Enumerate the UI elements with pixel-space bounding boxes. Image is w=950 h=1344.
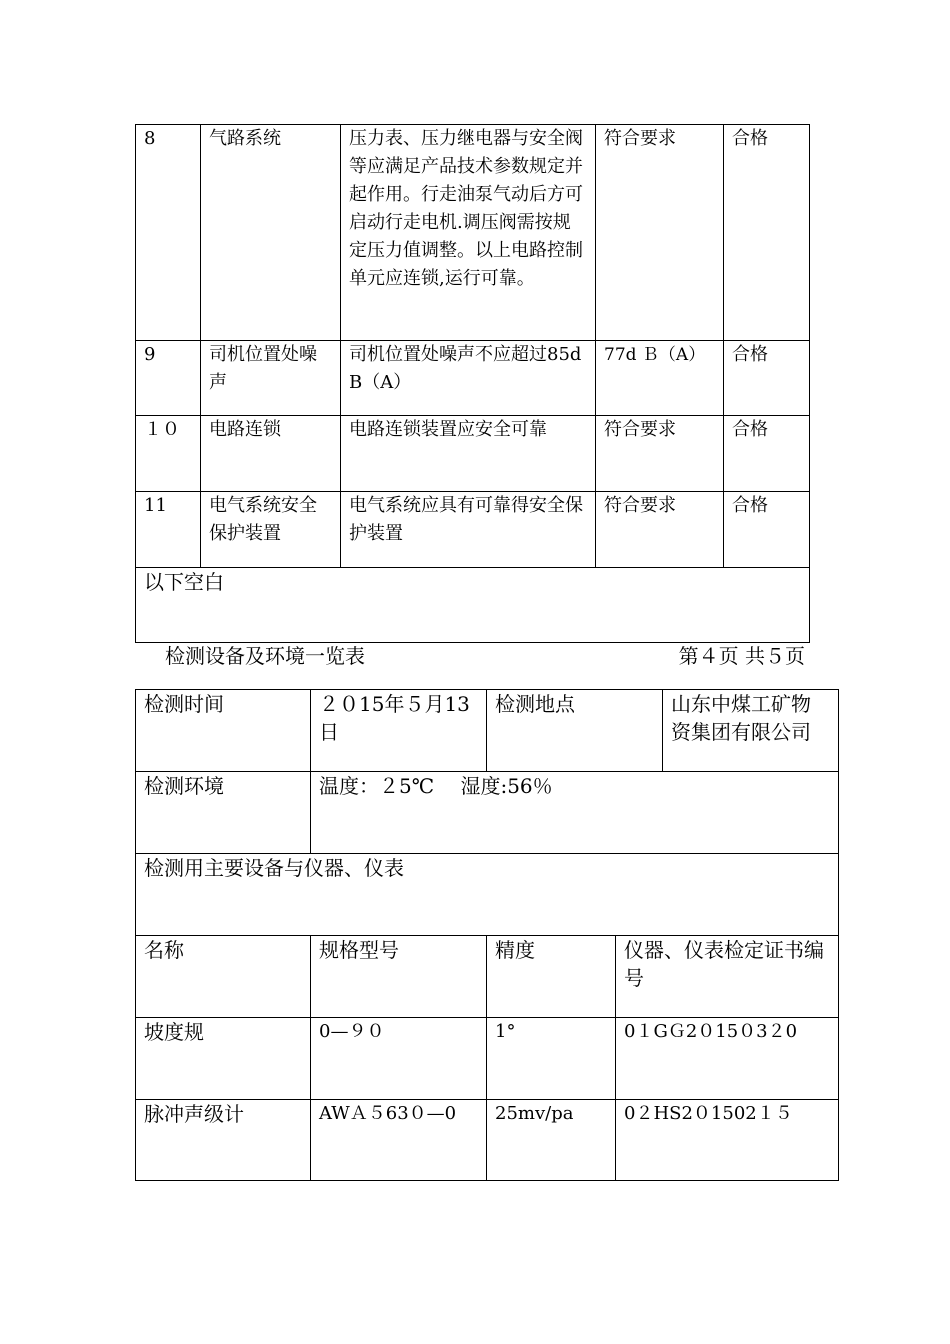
table-row — [136, 341, 810, 416]
environment-label: 检测环境 — [136, 772, 311, 854]
test-time-label: 检测时间 — [136, 690, 311, 772]
requirement-text: 司机位置处噪声不应超过85dB（A） — [341, 341, 596, 416]
row-number: １０ — [136, 416, 201, 492]
item-name: 气路系统 — [201, 125, 341, 341]
page-number: 第４页 共５页 — [678, 644, 805, 668]
row-number: 8 — [136, 125, 201, 341]
equipment-table-title: 检测设备及环境一览表 — [165, 644, 365, 668]
result-text: 符合要求 — [596, 416, 724, 492]
verdict-text: 合格 — [724, 492, 810, 568]
equipment-environment-table — [135, 689, 839, 1181]
environment-value: 温度：２5℃ 湿度:56％ — [311, 772, 839, 854]
column-header-certificate: 仪器、仪表检定证书编号 — [616, 936, 839, 1018]
test-place-value: 山东中煤工矿物资集团有限公司 — [663, 690, 839, 772]
table-row — [136, 1018, 839, 1100]
table-row — [136, 854, 839, 936]
item-name: 电气系统安全保护装置 — [201, 492, 341, 568]
test-time-value: ２０15年５月13日 — [311, 690, 487, 772]
inspection-table — [135, 124, 810, 643]
table-header-row — [136, 936, 839, 1018]
column-header-model: 规格型号 — [311, 936, 487, 1018]
equipment-certificate: 0１GＧ2０15０3２0 — [616, 1018, 839, 1100]
requirement-text: 电路连锁装置应安全可靠 — [341, 416, 596, 492]
equipment-accuracy: 1° — [487, 1018, 616, 1100]
item-name: 司机位置处噪声 — [201, 341, 341, 416]
item-name: 电路连锁 — [201, 416, 341, 492]
equipment-model: 0—９０ — [311, 1018, 487, 1100]
equipment-name: 脉冲声级计 — [136, 1100, 311, 1181]
blank-below-note: 以下空白 — [136, 568, 810, 643]
table-row — [136, 125, 810, 341]
row-number: 11 — [136, 492, 201, 568]
verdict-text: 合格 — [724, 125, 810, 341]
table-row — [136, 416, 810, 492]
equipment-name: 坡度规 — [136, 1018, 311, 1100]
table-footer-row — [136, 568, 810, 643]
row-number: 9 — [136, 341, 201, 416]
result-text: 符合要求 — [596, 492, 724, 568]
verdict-text: 合格 — [724, 341, 810, 416]
column-header-accuracy: 精度 — [487, 936, 616, 1018]
result-text: 符合要求 — [596, 125, 724, 341]
equipment-certificate: 0２HS2０1502１５ — [616, 1100, 839, 1181]
test-place-label: 检测地点 — [487, 690, 663, 772]
requirement-text: 压力表、压力继电器与安全阀等应满足产品技术参数规定并起作用。行走油泵气动后方可启动行走电机.调压阀需按规定压力值调整。以上电路控制单元应连锁,运行可靠。 — [341, 125, 596, 341]
requirement-text: 电气系统应具有可靠得安全保护装置 — [341, 492, 596, 568]
equipment-accuracy: 25mv/pa — [487, 1100, 616, 1181]
result-text: 77d Ｂ（A） — [596, 341, 724, 416]
column-header-name: 名称 — [136, 936, 311, 1018]
table-row — [136, 492, 810, 568]
table-row — [136, 1100, 839, 1181]
verdict-text: 合格 — [724, 416, 810, 492]
equipment-model: AWＡ５63０—0 — [311, 1100, 487, 1181]
table-row — [136, 690, 839, 772]
table-row — [136, 772, 839, 854]
equipment-heading: 检测用主要设备与仪器、仪表 — [136, 854, 839, 936]
